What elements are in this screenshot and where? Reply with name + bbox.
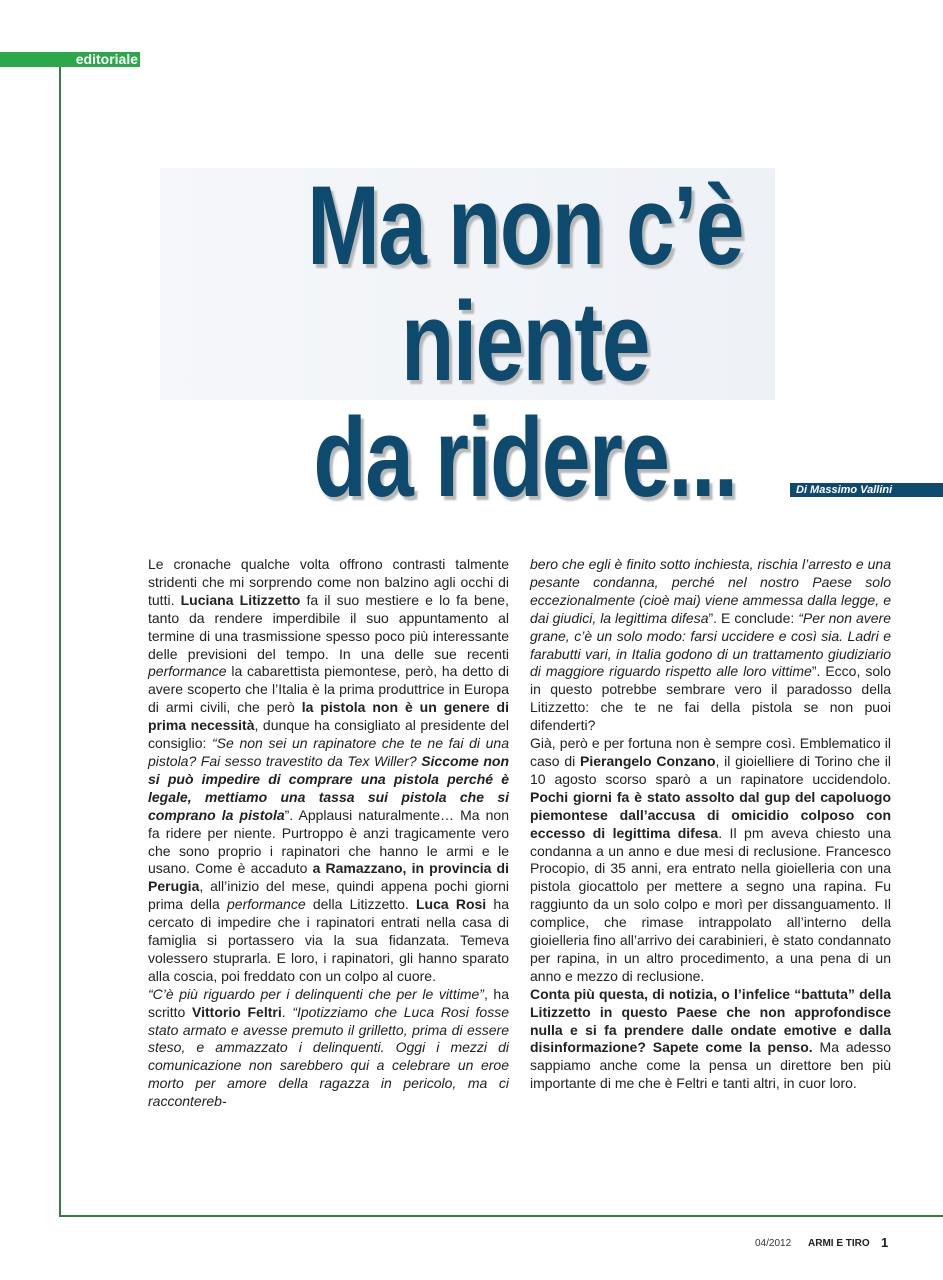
italic-quote: “C’è più riguardo per i delinquenti che per le vittime” — [148, 985, 484, 1002]
article-column-1 — [148, 556, 509, 1111]
text-run: Le cronache qualche volta offrono contrasti talmente stridenti che mi sorprendo come non balzino agli occhi di tutti. — [148, 556, 509, 608]
paragraph — [530, 735, 891, 986]
bold-name: Luca Rosi — [415, 896, 487, 913]
text-run: della Litizzetto. — [305, 896, 416, 913]
paragraph — [530, 556, 891, 735]
text-run: , dunque ha consigliato al presidente del consiglio: — [148, 717, 509, 752]
paragraph — [148, 986, 509, 1111]
text-run: ”. E conclude: — [708, 609, 799, 626]
footer-magazine-name: ARMI E TIRO — [808, 1238, 870, 1249]
italic-text: performance — [148, 663, 227, 680]
text-run: . Il pm aveva chiesto una condanna a un anno e due mesi di reclusione. Francesco Procopio, di 35 anni, era entrato nella gioielleria con una pistola giocattolo per mettere a segno una rapina. Fu raggiunto da un solo colpo e morì per dissanguamento. Il complice, che rimase intrappolato all’interno della gioielleria fino all’arrivo dei carabinieri, è stato condannato per rapina, in un altro procedimento, a una pena di un anno e mezzo di reclusione. — [530, 824, 891, 984]
italic-text: performance — [227, 896, 306, 913]
bold-name: Luciana Litizzetto — [180, 591, 301, 608]
text-run: Ma adesso sappiamo anche come la pensa un direttore ben più importante di me che è Feltri e tanti altri, in cuor loro. — [530, 1039, 892, 1092]
vertical-rule — [59, 67, 61, 1217]
footer-page-number: 1 — [881, 1235, 889, 1250]
italic-quote: “Ipotizziamo che Luca Rosi fosse stato armato e avesse premuto il grilletto, prima di essere steso, e ammazzato i delinquenti. Oggi i mezzi di comunicazione non sarebbero qui a celebrare un eroe morto per amore della ragazza in pericolo, ma ci raccontereb- — [148, 1003, 509, 1110]
bold-text: a Ramazzano, in provincia di Perugia — [148, 860, 509, 895]
text-run: la cabarettista piemontese, però, ha detto di avere scoperto che l’Italia è la prima produttrice in Europa di armi civili, che però — [148, 663, 509, 716]
text-run: ”. Applausi naturalmente… Ma non fa ridere per niente. Purtroppo è anzi tragicamente vero che sono proprio i rapinatori che hanno le armi e le usano. Come è accaduto — [148, 806, 509, 877]
horizontal-rule — [59, 1215, 943, 1217]
italic-quote: bero che egli è finito sotto inchiesta, rischia l’arresto e una pesante condanna, perché nel nostro Paese solo eccezionalmente (cioè mai) viene ammessa dalla legge, e dai giudici, la legittima difesa — [530, 556, 891, 626]
author-byline: Di Massimo Vallini — [790, 483, 943, 497]
text-run: . — [281, 1003, 293, 1020]
text-run: Già, però e per fortuna non è sempre così. Emblematico il caso di — [530, 735, 891, 769]
bold-name: Pierangelo Conzano — [580, 752, 716, 769]
footer-issue-date: 04/2012 — [755, 1238, 792, 1249]
title-line-2: da ridere... — [313, 395, 737, 520]
section-tag: editoriale — [0, 52, 140, 67]
title-line-1: Ma non c’è niente — [307, 163, 743, 404]
italic-quote: “Se non sei un rapinatore che te ne fai di una pistola? Fai sesso travestito da Tex Willer? — [148, 735, 509, 769]
text-run: ha cercato di impedire che i rapinatori entrati nella casa di famiglia si portassero via la sua fidanzata. Temeva volessero stuprarla. E loro, i rapinatori, gli hanno sparato alla coscia, poi freddato con un colpo al cuore. — [148, 896, 509, 984]
bold-text: Conta più questa, di notizia, o l’infelice “battuta” della Litizzetto in questo Paese che non approfondisce nulla e si fa prendere dalle ondate emotive e dalla disinformazione? Sapete come la penso. — [530, 985, 891, 1056]
text-run: , all’inizio del mese, quindi appena pochi giorni prima della — [148, 878, 509, 913]
article-column-2 — [530, 556, 891, 1093]
paragraph — [530, 986, 891, 1093]
bold-text: la pistola non è un genere di prima necessità — [148, 699, 509, 734]
text-run: , il gioielliere di Torino che il 10 agosto scorso sparò a un rapinatore uccidendolo. — [530, 752, 891, 787]
bold-name: Vittorio Feltri — [192, 1003, 282, 1020]
text-run: ”. Ecco, solo in questo potrebbe sembrare vero il paradosso della Litizzetto: che te ne fai della pistola se non puoi difenderti? — [530, 663, 891, 734]
text-run: fa il suo mestiere e lo fa bene, tanto da rendere imperdibile il suo appuntamento al termine di una trasmissione spesso poco più interessante delle previsioni del tempo. In una delle sue recenti — [148, 591, 509, 662]
text-run: , ha scritto — [148, 985, 509, 1020]
bold-text: Pochi giorni fa è stato assolto dal gup del capoluogo piemontese dall’accusa di omicidio colposo con eccesso di legittima difesa — [530, 788, 891, 841]
italic-quote: “Per non avere grane, c’è un solo modo: farsi uccidere e così sia. Ladri e farabutti vari, in Italia godono di un trattamento giudiziario di maggiore riguardo rispetto alle loro vittime — [530, 609, 891, 680]
bold-italic-quote: Siccome non si può impedire di comprare una pistola perché è legale, mettiamo una tassa sui pistola che si comprano la pistola — [148, 752, 509, 823]
paragraph — [148, 556, 509, 986]
page-title — [233, 163, 818, 520]
